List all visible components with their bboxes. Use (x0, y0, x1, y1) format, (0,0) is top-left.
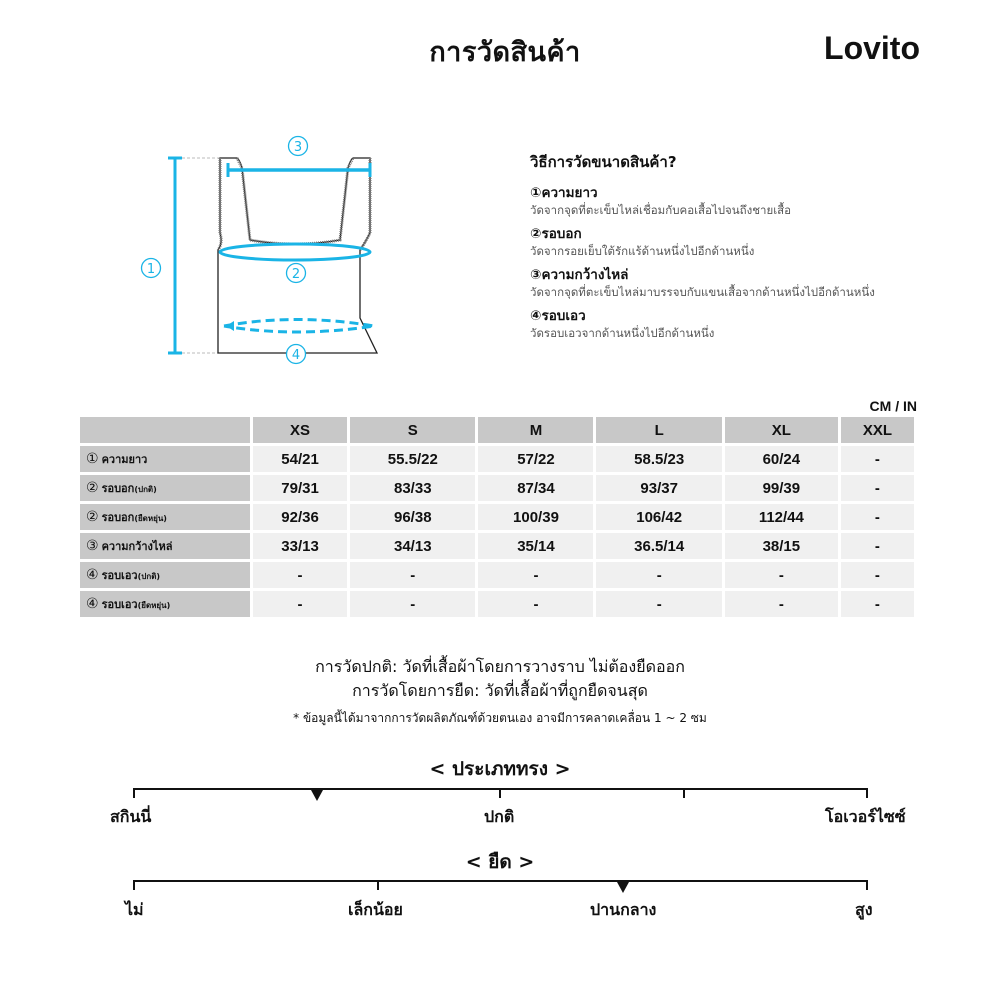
row-label: ② รอบอก(ยืดหยุ่น) (80, 504, 250, 530)
brand-logo: Lovito (824, 30, 920, 66)
table-row (80, 504, 914, 530)
fit-label-oversize: โอเวอร์ไซซ์ (825, 807, 906, 826)
row-label: ④ รอบเอว(ปกติ) (80, 562, 250, 588)
table-cell: 38/15 (725, 533, 838, 559)
fit-label-skinny: สกินนี่ (110, 807, 152, 826)
svg-text:1: 1 (146, 262, 156, 277)
how-to-item (530, 307, 970, 342)
svg-text:3: 3 (293, 140, 303, 155)
fit-scale-tick (133, 788, 135, 798)
table-cell: - (841, 591, 914, 617)
table-cell: - (596, 591, 721, 617)
table-cell: 87/34 (478, 475, 593, 501)
table-row (80, 533, 914, 559)
table-cell: 55.5/22 (350, 446, 475, 472)
size-header: XL (725, 417, 838, 443)
size-header: XS (253, 417, 347, 443)
stretch-scale-line (133, 880, 868, 882)
size-header: L (596, 417, 721, 443)
table-cell: - (350, 591, 475, 617)
table-cell: - (596, 562, 721, 588)
row-label: ② รอบอก(ปกติ) (80, 475, 250, 501)
how-to-desc: วัดจากจุดที่ตะเข็บไหล่มาบรรจบกับแขนเสื้อจากด้านหนึ่งไปอีกด้านหนึ่ง (530, 285, 875, 299)
size-header: S (350, 417, 475, 443)
stretch-label-slight: เล็กน้อย (348, 900, 403, 919)
table-corner-cell (80, 417, 250, 443)
how-to-name: ความกว้างไหล่ (541, 267, 629, 283)
how-to-title: วิธีการวัดขนาดสินค้า? (530, 153, 677, 171)
table-cell: - (350, 562, 475, 588)
stretch-scale-tick (377, 880, 379, 890)
marker-circle-1 (142, 259, 161, 278)
fit-scale-tick (683, 788, 685, 798)
how-to-measure (530, 150, 970, 348)
stretch-scale-marker (617, 882, 629, 893)
table-cell: 83/33 (350, 475, 475, 501)
table-cell: 99/39 (725, 475, 838, 501)
table-cell: - (841, 446, 914, 472)
stretch-scale-tick (133, 880, 135, 890)
marker-circle-3 (289, 137, 308, 156)
how-to-num: ① (530, 185, 542, 201)
table-cell: 60/24 (725, 446, 838, 472)
table-cell: 93/37 (596, 475, 721, 501)
how-to-item (530, 266, 970, 301)
table-header-row (80, 417, 914, 443)
garment-diagram (130, 128, 400, 373)
size-header: XXL (841, 417, 914, 443)
how-to-item (530, 225, 970, 260)
stretch-label-high: สูง (855, 900, 873, 919)
stretch-label-none: ไม่ (125, 900, 144, 919)
table-cell: 35/14 (478, 533, 593, 559)
stretch-measure-note: การวัดโดยการยืด: วัดที่เสื้อผ้าที่ถูกยืดจนสุด (352, 681, 648, 700)
fit-label-regular: ปกติ (484, 807, 515, 826)
table-cell: 106/42 (596, 504, 721, 530)
table-cell: - (253, 591, 347, 617)
stretch-scale-title: < ยืด > (465, 851, 535, 873)
measurement-notes (0, 655, 1000, 728)
how-to-name: รอบอก (541, 226, 582, 242)
table-cell: - (253, 562, 347, 588)
stretch-scale-tick (866, 880, 868, 890)
table-cell: - (478, 591, 593, 617)
stretch-label-medium: ปานกลาง (590, 900, 657, 919)
unit-label: CM / IN (869, 398, 917, 414)
table-cell: - (841, 475, 914, 501)
row-label: ③ ความกว้างไหล่ (80, 533, 250, 559)
how-to-name: รอบเอว (541, 308, 586, 324)
table-cell: - (725, 591, 838, 617)
size-header: M (478, 417, 593, 443)
table-cell: - (841, 562, 914, 588)
table-cell: 36.5/14 (596, 533, 721, 559)
normal-measure-note: การวัดปกติ: วัดที่เสื้อผ้าโดยการวางราบ ไม่ต้องยืดออก (315, 657, 685, 676)
fit-scale-tick (866, 788, 868, 798)
table-cell: 79/31 (253, 475, 347, 501)
table-cell: 96/38 (350, 504, 475, 530)
table-row (80, 446, 914, 472)
table-cell: 33/13 (253, 533, 347, 559)
table-cell: - (478, 562, 593, 588)
svg-text:2: 2 (291, 267, 301, 282)
how-to-desc: วัดจากรอยเย็บใต้รักแร้ด้านหนึ่งไปอีกด้านหนึ่ง (530, 244, 755, 258)
row-label: ① ความยาว (80, 446, 250, 472)
table-cell: - (841, 504, 914, 530)
row-label: ④ รอบเอว(ยืดหยุ่น) (80, 591, 250, 617)
page-title: การวัดสินค้า (429, 37, 581, 68)
how-to-num: ③ (530, 267, 542, 283)
how-to-num: ② (530, 226, 542, 242)
table-cell: - (841, 533, 914, 559)
table-cell: 58.5/23 (596, 446, 721, 472)
how-to-desc: วัดรอบเอวจากด้านหนึ่งไปอีกด้านหนึ่ง (530, 326, 715, 340)
table-cell: 100/39 (478, 504, 593, 530)
how-to-name: ความยาว (541, 185, 598, 201)
how-to-num: ④ (530, 308, 542, 324)
svg-text:4: 4 (291, 348, 301, 363)
table-cell: 34/13 (350, 533, 475, 559)
table-cell: - (725, 562, 838, 588)
table-row (80, 475, 914, 501)
disclaimer-note: * ข้อมูลนี้ได้มาจากการวัดผลิตภัณฑ์ด้วยตนเอง อาจมีการคลาดเคลื่อน 1 ~ 2 ซม (293, 711, 707, 725)
fit-scale-title: < ประเภททรง > (429, 758, 571, 780)
table-cell: 57/22 (478, 446, 593, 472)
marker-circle-4 (287, 345, 306, 364)
fit-scale-tick (499, 788, 501, 798)
table-row (80, 562, 914, 588)
marker-circle-2 (287, 264, 306, 283)
table-cell: 54/21 (253, 446, 347, 472)
fit-scale-marker (311, 790, 323, 801)
how-to-item (530, 184, 970, 219)
table-row (80, 591, 914, 617)
table-cell: 92/36 (253, 504, 347, 530)
size-table (77, 414, 917, 620)
how-to-desc: วัดจากจุดที่ตะเข็บไหล่เชื่อมกับคอเสื้อไปจนถึงชายเสื้อ (530, 203, 792, 217)
table-cell: 112/44 (725, 504, 838, 530)
